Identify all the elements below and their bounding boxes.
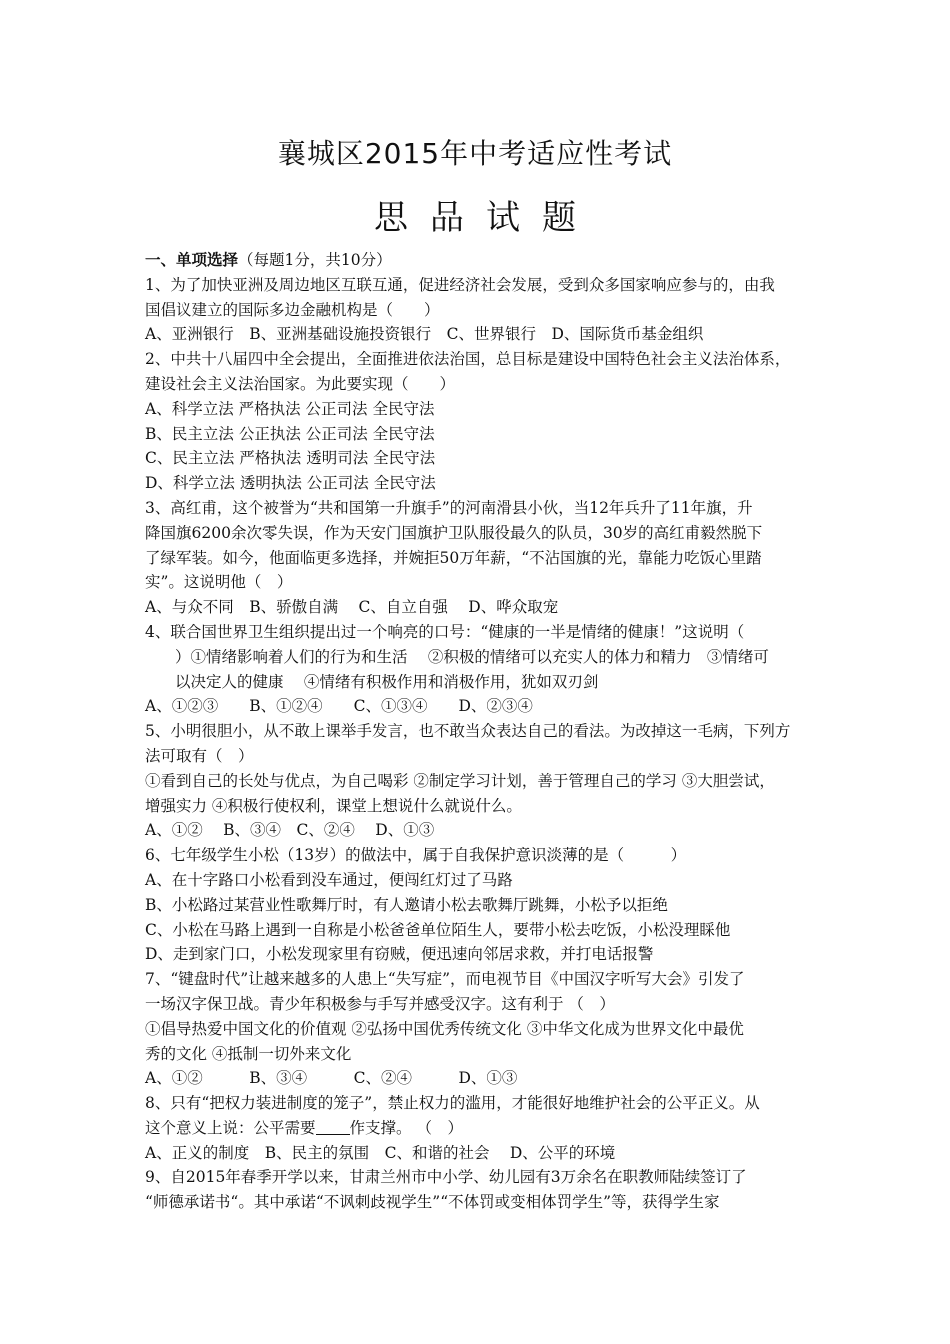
- q4-line-3: 以决定人的健康 ④情绪有积极作用和消极作用，犹如双刃剑: [175, 672, 599, 691]
- q1-line-1: 1、为了加快亚洲及周边地区互联互通，促进经济社会发展，受到众多国家响应参与的，由我: [145, 275, 775, 294]
- q2-option-a: A、科学立法 严格执法 公正司法 全民守法: [145, 399, 435, 418]
- q6-option-a: A、在十字路口小松看到没车通过，便闯红灯过了马路: [145, 870, 513, 889]
- q9-line-1: 9、自2015年春季开学以来，甘肃兰州市中小学、幼儿园有3万余名在职教师陆续签订了: [145, 1168, 747, 1187]
- exam-title: 襄城区2015年中考适应性考试: [277, 137, 673, 170]
- q4-line-2: ）①情绪影响着人们的行为和生活 ②积极的情绪可以充实人的体力和精力 ③情绪可: [175, 647, 769, 666]
- q5-options: A、①② B、③④ C、②④ D、①③: [145, 821, 435, 840]
- q8-line-2: [145, 1116, 817, 1141]
- q3-line-3: 了绿军装。如今，他面临更多选择，并婉拒50万年薪，“不沾国旗的光，靠能力吃饭心里踏: [145, 548, 762, 567]
- q3-options: A、与众不同 B、骄傲自满 C、自立自强 D、哗众取宠: [145, 598, 559, 617]
- q4-line-1: 4、联合国世界卫生组织提出过一个响亮的口号：“健康的一半是情绪的健康！”这说明（: [145, 622, 745, 641]
- section-note: （每题1分，共10分）: [238, 251, 392, 269]
- q4-options: A、①②③ B、①②④ C、①③④ D、②③④: [145, 697, 533, 716]
- q5-line-1: 5、小明很胆小，从不敢上课举手发言，也不敢当众表达自己的看法。为改掉这一毛病，下列方: [145, 722, 791, 741]
- question-body: [145, 248, 817, 1215]
- q6-option-d: D、走到家门口，小松发现家里有窃贼，便迅速向邻居求救，并打电话报警: [145, 945, 654, 964]
- q2-option-d: D、科学立法 透明执法 公正司法 全民守法: [145, 474, 436, 493]
- q1-options: A、亚洲银行 B、亚洲基础设施投资银行 C、世界银行 D、国际货币基金组织: [145, 325, 704, 344]
- q3-line-2: 降国旗6200余次零失误，作为天安门国旗护卫队服役最久的队员，30岁的高红甫毅然脱下: [145, 523, 763, 542]
- q8-blank-prefix: 这个意义上说：公平需要: [145, 1118, 316, 1137]
- q2-line-2: 建设社会主义法治国家。为此要实现（ ）: [145, 374, 456, 393]
- section-header: [145, 248, 817, 273]
- q8-blank-suffix: 作支撑。 （ ）: [349, 1118, 463, 1137]
- q2-line-1: 2、中共十八届四中全会提出，全面推进依法治国，总目标是建设中国特色社会主义法治体系，: [145, 350, 791, 369]
- q7-line-4: 秀的文化 ④抵制一切外来文化: [145, 1044, 352, 1063]
- answer-blank: [316, 1118, 350, 1135]
- q7-line-2: 一场汉字保卫战。青少年积极参与手写并感受汉字。这有利于 （ ）: [145, 994, 615, 1013]
- q6-option-b: B、小松路过某营业性歌舞厅时，有人邀请小松去歌舞厅跳舞，小松予以拒绝: [145, 895, 668, 914]
- q7-line-1: 7、“键盘时代”让越来越多的人患上“失写症”，而电视节目《中国汉字听写大会》引发了: [145, 970, 745, 989]
- q9-line-2: “师德承诺书“。其中承诺“不讽刺歧视学生”“不体罚或变相体罚学生”等，获得学生家: [145, 1193, 720, 1212]
- q1-line-2: 国倡议建立的国际多边金融机构是（ ）: [145, 300, 440, 319]
- q7-line-3: ①倡导热爱中国文化的价值观 ②弘扬中国优秀传统文化 ③中华文化成为世界文化中最优: [145, 1019, 744, 1038]
- q3-line-1: 3、高红甫，这个被誉为“共和国第一升旗手”的河南滑县小伙，当12年兵升了11年旗，升: [145, 498, 753, 517]
- q5-line-4: 增强实力 ④积极行使权利，课堂上想说什么就说什么。: [145, 796, 522, 815]
- q5-line-2: 法可取有（ ）: [145, 746, 254, 765]
- q6-line-1: 6、七年级学生小松（13岁）的做法中，属于自我保护意识淡薄的是（ ）: [145, 846, 687, 865]
- section-label: 一、单项选择: [145, 250, 239, 269]
- subject-title: 思品试题: [374, 198, 598, 238]
- q2-option-b: B、民主立法 公正执法 公正司法 全民守法: [145, 424, 435, 443]
- q3-line-4: 实”。这说明他（ ）: [145, 573, 293, 592]
- q2-option-c: C、民主立法 严格执法 透明司法 全民守法: [145, 449, 436, 468]
- q8-options: A、正义的制度 B、民主的氛围 C、和谐的社会 D、公平的环境: [145, 1143, 616, 1162]
- q8-line-1: 8、只有“把权力装进制度的笼子”，禁止权力的滥用，才能很好地维护社会的公平正义。从: [145, 1094, 760, 1113]
- q7-options: A、①② B、③④ C、②④ D、①③: [145, 1069, 518, 1088]
- q6-option-c: C、小松在马路上遇到一自称是小松爸爸单位陌生人，要带小松去吃饭，小松没理睬他: [145, 920, 731, 939]
- q5-line-3: ①看到自己的长处与优点，为自己喝彩 ②制定学习计划，善于管理自己的学习 ③大胆尝试，: [145, 771, 775, 790]
